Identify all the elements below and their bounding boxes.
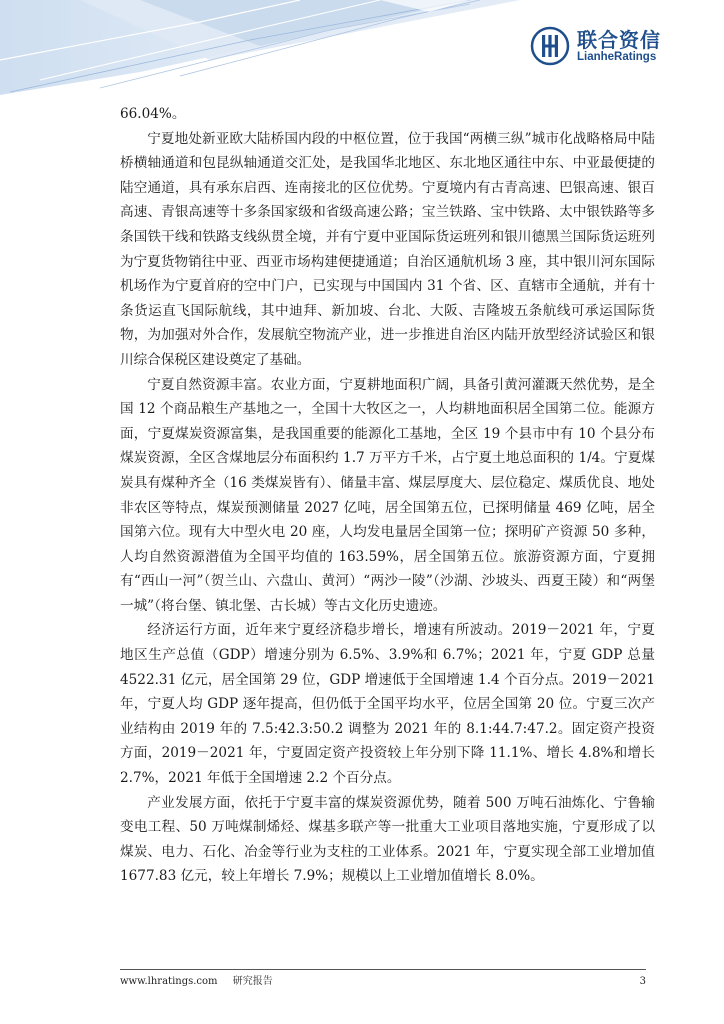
logo-english-name: LianheRatings: [577, 50, 657, 63]
page-footer: [120, 975, 646, 989]
paragraph-economy: 经济运行方面，近年来宁夏经济稳步增长，增速有所波动。2019－2021 年，宁夏地区生产总值（GDP）增速分别为 6.5%、3.9%和 6.7%；2021 年，宁夏 GDP 总量 4522.31 亿元，居全国第 29 位，GDP 增速低于全国增速 1.4 个百分点。2019－2021 年，宁夏人均 GDP 逐年提高，但仍低于全国平均水平，位居全国第 20 位。宁夏三次产业结构由 2019 年的 7.5:42.3:50.2 调整为 2021 年的 8.1:44.7:47.2。固定资产投资方面，2019－2021 年，宁夏固定资产投资较上年分别下降 11.1%、增长 4.8%和增长 2.7%，2021 年低于全国增速 2.2 个百分点。: [120, 622, 655, 787]
footer-divider: [120, 969, 646, 970]
logo-chinese-name: 联合资信: [577, 27, 661, 52]
report-body: [120, 102, 655, 889]
footer-website: www.lhratings.com: [120, 976, 218, 987]
paragraph-continuation: 66.04%。: [120, 106, 186, 122]
page-number: 3: [639, 976, 646, 987]
footer-doc-type: 研究报告: [232, 976, 273, 987]
lianhe-logo-icon: [530, 26, 570, 66]
brand-logo: [530, 26, 661, 66]
paragraph-resources: 宁夏自然资源丰富。农业方面，宁夏耕地面积广阔，具备引黄河灌溉天然优势，是全国 12 个商品粮生产基地之一，全国十大牧区之一，人均耕地面积居全国第二位。能源方面，宁夏煤炭资源富集，是我国重要的能源化工基地，全区 19 个县市中有 10 个县分布煤炭资源，全区含煤地层分布面积约 1.7 万平方千米，占宁夏土地总面积的 1/4。宁夏煤炭具有煤种齐全（16 类煤炭皆有）、储量丰富、煤层厚度大、层位稳定、煤质优良、地处非农区等特点，煤炭预测储量 2027 亿吨，居全国第五位，已探明储量 469 亿吨，居全国第六位。现有大中型火电 20 座，人均发电量居全国第一位；探明矿产资源 50 多种，人均自然资源潜值为全国平均值的 163.59%，居全国第五位。旅游资源方面，宁夏拥有“西山一河”（贺兰山、六盘山、黄河）“两沙一陵”（沙湖、沙坡头、西夏王陵）和“两堡一城”（将台堡、镇北堡、古长城）等古文化历史遗迹。: [120, 376, 655, 614]
paragraph-location: 宁夏地处新亚欧大陆桥国内段的中枢位置，位于我国“两横三纵”城市化战略格局中陆桥横轴通道和包昆纵轴通道交汇处，是我国华北地区、东北地区通往中东、中亚最便捷的陆空通道，具有承东启西、连南接北的区位优势。宁夏境内有古青高速、巴银高速、银百高速、青银高速等十多条国家级和省级高速公路；宝兰铁路、宝中铁路、太中银铁路等多条国铁干线和铁路支线纵贯全境，并有宁夏中亚国际货运班列和银川德黑兰国际货运班列为宁夏货物销往中亚、西亚市场构建便捷通道；自治区通航机场 3 座，其中银川河东国际机场作为宁夏首府的空中门户，已实现与中国国内 31 个省、区、直辖市全通航，并有十条货运直飞国际航线，其中迪拜、新加坡、台北、大阪、吉隆坡五条航线可承运国际货物，为加强对外合作，发展航空物流产业，进一步推进自治区内陆开放型经济试验区和银川综合保税区建设奠定了基础。: [120, 130, 655, 368]
paragraph-industry: 产业发展方面，依托于宁夏丰富的煤炭资源优势，随着 500 万吨石油炼化、宁鲁输变电工程、50 万吨煤制烯烃、煤基多联产等一批重大工业项目落地实施，宁夏形成了以煤炭、电力、石化、冶金等行业为支柱的工业体系。2021 年，宁夏实现全部工业增加值 1677.83 亿元，较上年增长 7.9%；规模以上工业增加值增长 8.0%。: [120, 794, 655, 885]
